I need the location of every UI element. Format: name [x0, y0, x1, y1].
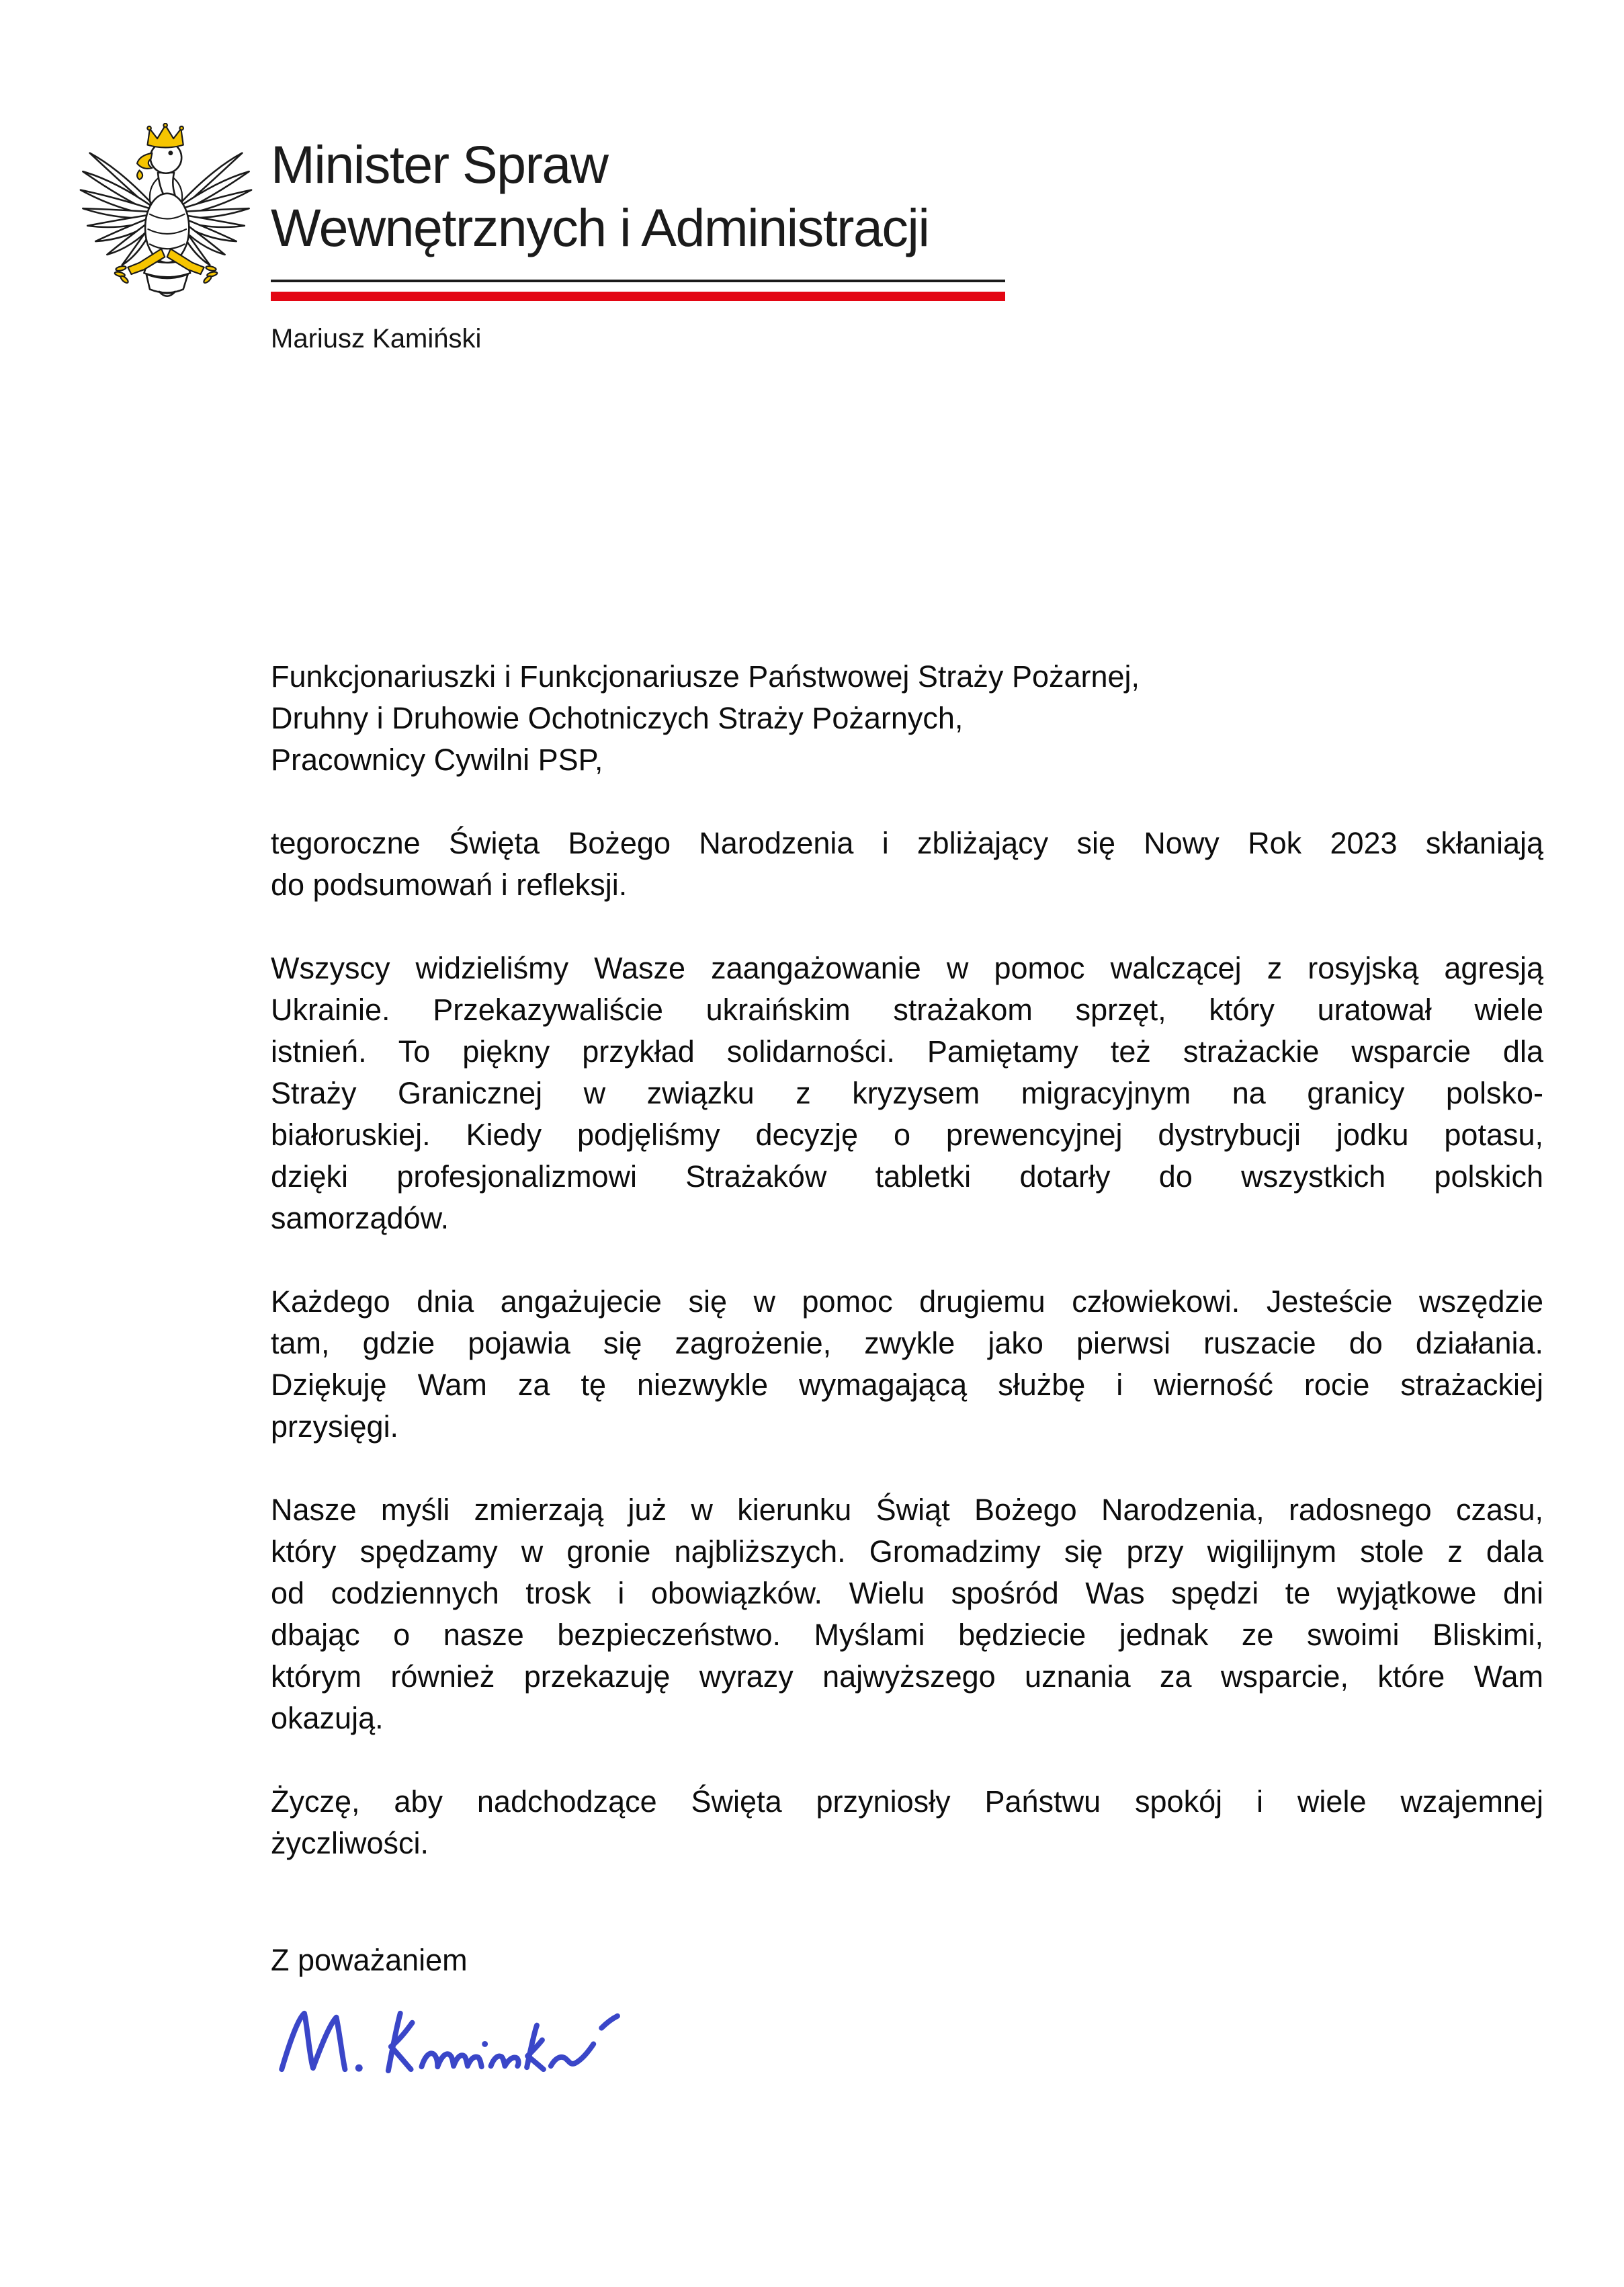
paragraph-3 [271, 1281, 1543, 1448]
text-line: Druhny i Druhowie Ochotniczych Straży Pożarnych, [271, 701, 964, 735]
ministry-title [271, 133, 929, 259]
text-line: tegoroczne Święta Bożego Narodzenia i zbliżający się Nowy Rok 2023 skłaniają [271, 826, 1543, 860]
text-line: Życzę, aby nadchodzące Święta przyniosły Państwu spokój i wiele wzajemnej [271, 1784, 1543, 1819]
text-line: Wszyscy widzieliśmy Wasze zaangażowanie w pomoc walczącej z rosyjską agresją [271, 951, 1543, 985]
text-line: którym również przekazuję wyrazy najwyższego uznania za wsparcie, które Wam [271, 1659, 1543, 1694]
signature-image [271, 1999, 644, 2077]
polish-eagle-icon [79, 123, 253, 303]
paragraph-1 [271, 823, 1543, 906]
paragraph-5 [271, 1781, 1543, 1864]
ministry-title-line2: Wewnętrznych i Administracji [271, 198, 929, 257]
text-line: przysięgi. [271, 1409, 399, 1444]
text-line: samorządów. [271, 1201, 450, 1235]
text-line: białoruskiej. Kiedy podjęliśmy decyzję o prewencyjnej dystrybucji jodku potasu, [271, 1118, 1543, 1152]
closing-salutation: Z poważaniem [271, 1943, 468, 1977]
text-line: Ukrainie. Przekazywaliście ukraińskim strażakom sprzęt, który uratował wiele [271, 993, 1543, 1027]
text-line: okazują. [271, 1701, 384, 1735]
text-line: Nasze myśli zmierzają już w kierunku Świąt Bożego Narodzenia, radosnego czasu, [271, 1493, 1543, 1527]
ministry-title-line1: Minister Spraw [271, 134, 608, 194]
paragraph-4 [271, 1489, 1543, 1739]
divider-black-rule [271, 280, 1005, 282]
minister-name: Mariusz Kamiński [271, 324, 482, 354]
text-line: który spędzamy w gronie najbliższych. Gromadzimy się przy wigilijnym stole z dala [271, 1534, 1543, 1569]
text-line: dzięki profesjonalizmowi Strażaków tabletki dotarły do wszystkich polskich [271, 1159, 1543, 1194]
text-line: od codziennych trosk i obowiązków. Wielu spośród Was spędzi te wyjątkowe dni [271, 1576, 1543, 1610]
paragraph-2 [271, 948, 1543, 1239]
text-line: istnień. To piękny przykład solidarności. Pamiętamy też strażackie wsparcie dla [271, 1034, 1543, 1069]
text-line: Pracownicy Cywilni PSP, [271, 743, 603, 777]
text-line: tam, gdzie pojawia się zagrożenie, zwykle jako pierwsi ruszacie do działania. [271, 1326, 1543, 1360]
text-line: Każdego dnia angażujecie się w pomoc drugiemu człowiekowi. Jesteście wszędzie [271, 1284, 1543, 1319]
text-line: życzliwości. [271, 1826, 429, 1860]
text-line: Dziękuję Wam za tę niezwykle wymagającą służbę i wierność rocie strażackiej [271, 1368, 1543, 1402]
letter-body [271, 656, 1543, 2077]
salutation-block [271, 656, 1543, 781]
text-line: dbając o nasze bezpieczeństwo. Myślami będziecie jednak ze swoimi Bliskimi, [271, 1618, 1543, 1652]
text-line: do podsumowań i refleksji. [271, 868, 628, 902]
divider-red-rule [271, 292, 1005, 301]
text-line: Straży Granicznej w związku z kryzysem migracyjnym na granicy polsko- [271, 1076, 1543, 1110]
text-line: Funkcjonariuszki i Funkcjonariusze Państwowej Straży Pożarnej, [271, 659, 1140, 694]
